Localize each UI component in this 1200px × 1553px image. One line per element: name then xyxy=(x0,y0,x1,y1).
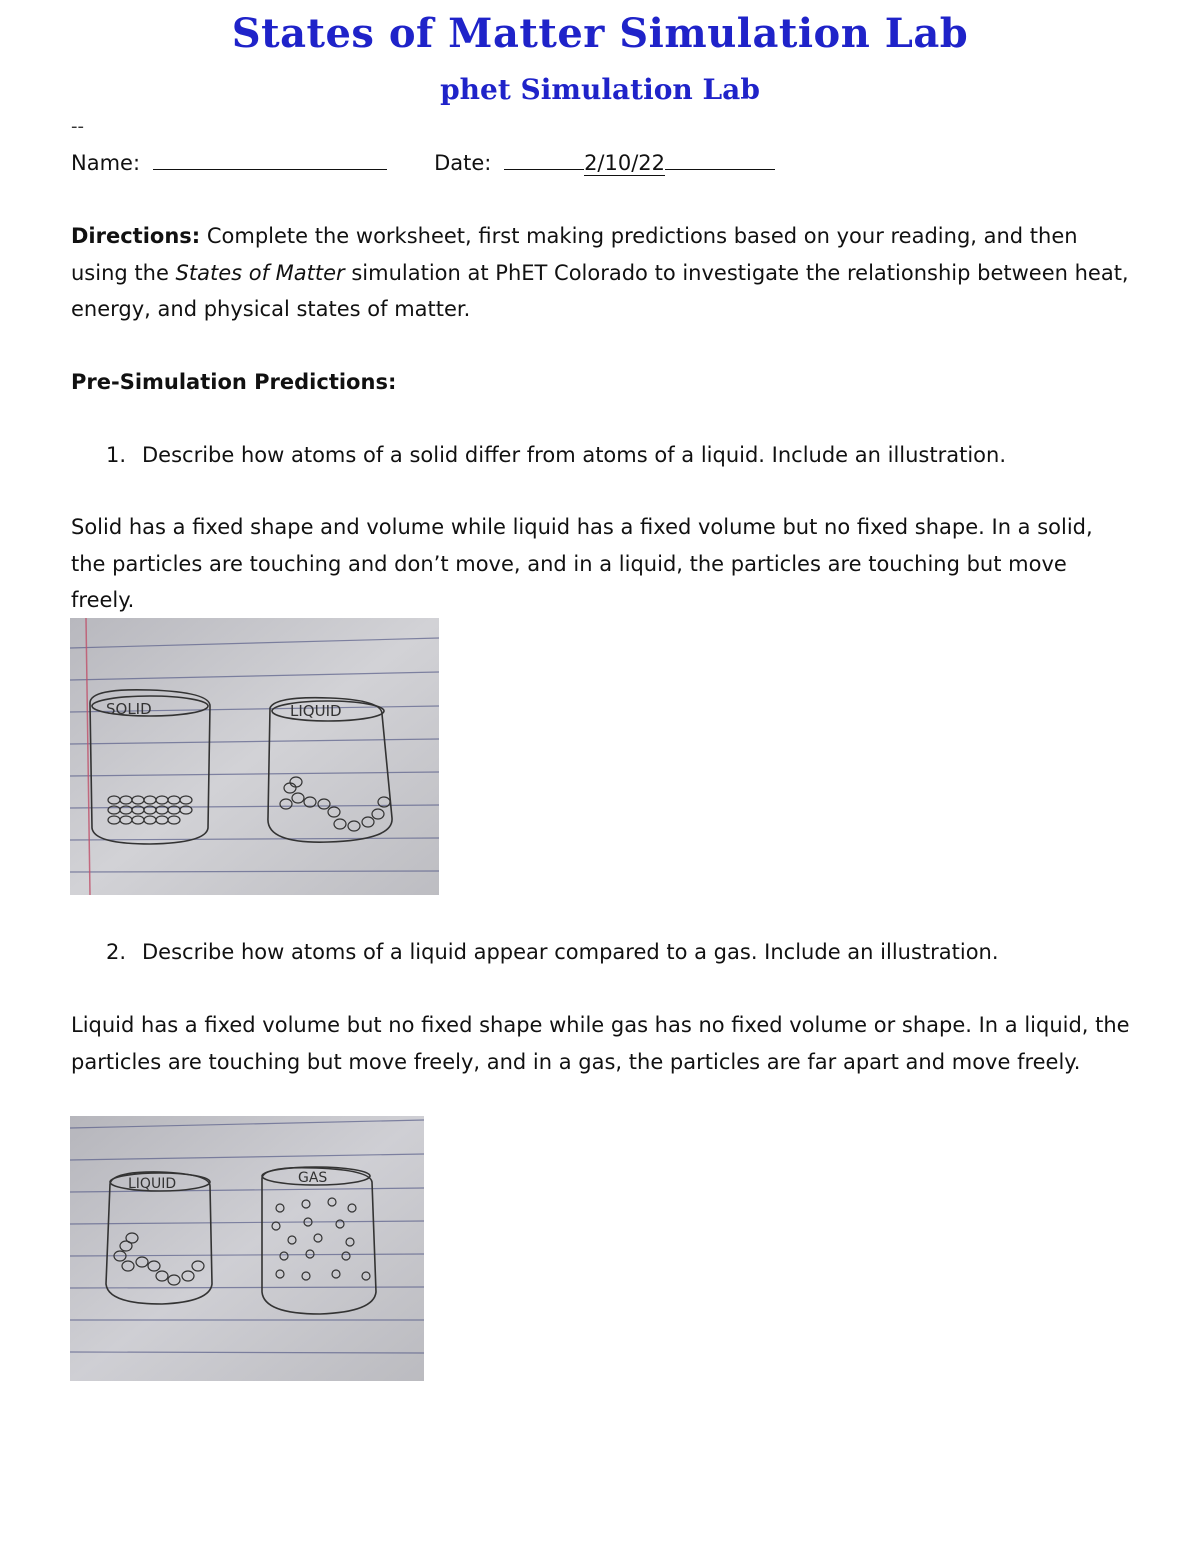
directions-paragraph xyxy=(71,218,1131,328)
drawing-solid-liquid xyxy=(70,618,439,895)
drawing-liquid-gas xyxy=(70,1116,424,1381)
drawing-solid-liquid-photo xyxy=(70,618,439,895)
drawing-label-gas: GAS xyxy=(298,1170,328,1186)
separator-dashes: -- xyxy=(71,116,84,137)
drawing-liquid-gas-photo xyxy=(70,1116,424,1381)
question-1 xyxy=(106,437,1006,473)
page-title: States of Matter Simulation Lab xyxy=(231,10,969,57)
question-1-prompt: Describe how atoms of a solid differ from atoms of a liquid. Include an illustration. xyxy=(142,443,1007,467)
drawing-label-liquid-2: LIQUID xyxy=(128,1176,177,1192)
question-1-number: 1. xyxy=(106,443,127,467)
question-2 xyxy=(106,934,999,970)
date-label: Date: xyxy=(434,151,492,175)
section-heading: Pre-Simulation Predictions: xyxy=(71,370,397,394)
question-2-number: 2. xyxy=(106,940,127,964)
name-date-row xyxy=(71,145,775,181)
directions-text-after: simulation at PhET Colorado to investigate the relationship between heat, energy, and physical states of matter. xyxy=(71,260,1129,321)
drawing-label-liquid: LIQUID xyxy=(290,702,342,720)
name-field[interactable] xyxy=(153,147,387,170)
date-blank-right xyxy=(665,147,775,170)
question-2-prompt: Describe how atoms of a liquid appear compared to a gas. Include an illustration. xyxy=(142,940,999,964)
name-label: Name: xyxy=(71,151,141,175)
date-blank-left xyxy=(504,147,584,170)
drawing-label-solid: SOLID xyxy=(106,700,152,718)
page-subtitle: phet Simulation Lab xyxy=(440,73,760,106)
answer-1: Solid has a fixed shape and volume while liquid has a fixed volume but no fixed shape. In a solid, the particles are touching and don’t move, and in a liquid, the particles are touching but move freely. xyxy=(71,515,1093,612)
answer-2: Liquid has a fixed volume but no fixed shape while gas has no fixed volume or shape. In a liquid, the particles are touching but move freely, and in a gas, the particles are far apart and move freely. xyxy=(71,1013,1130,1074)
directions-text-before: Complete the worksheet, first making predictions based on your reading, and then using the xyxy=(71,224,1078,285)
directions-italic: States of Matter xyxy=(175,260,345,285)
directions-label: Directions: xyxy=(71,224,201,248)
date-value[interactable]: 2/10/22 xyxy=(584,151,666,175)
